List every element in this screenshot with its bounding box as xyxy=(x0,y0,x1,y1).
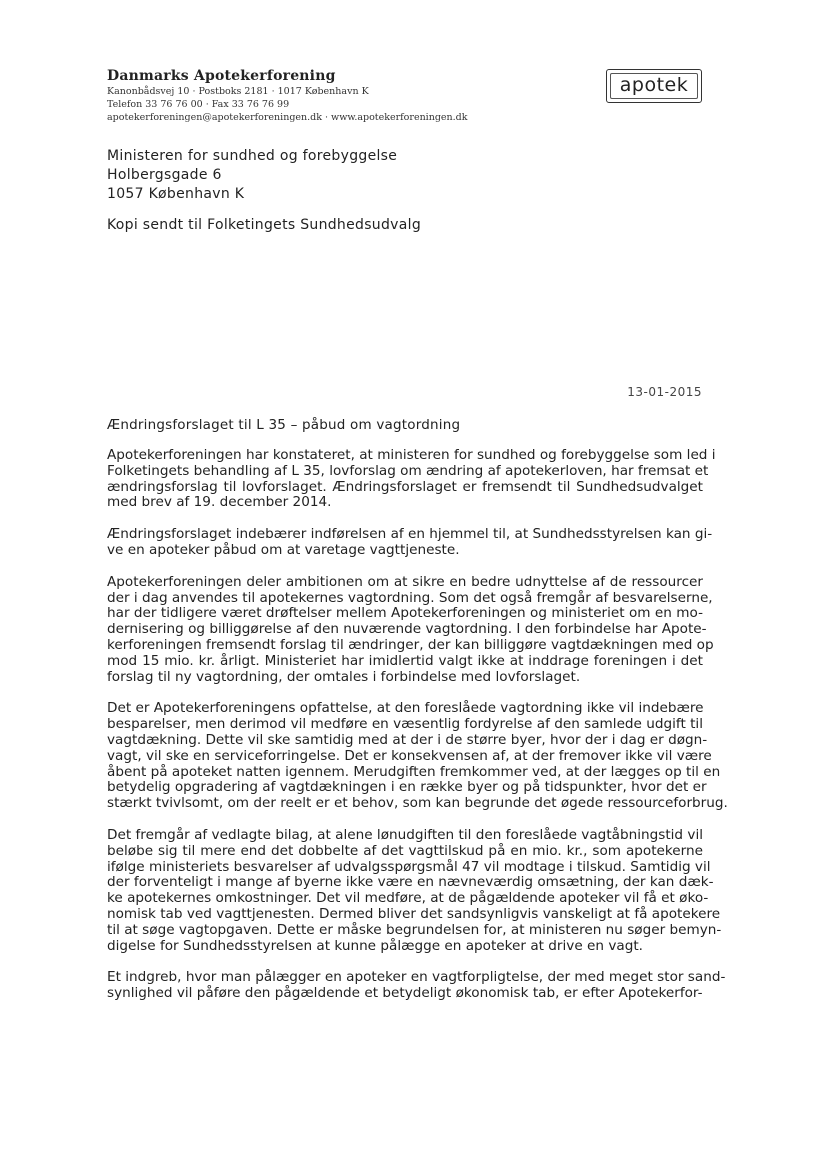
letter-body xyxy=(107,447,728,1018)
paragraph-line: ifølge ministeriets besvarelser af udvalgsspørgsmål 47 vil modtage i tilskud. Samtidig vil xyxy=(107,858,711,875)
paragraph-line: ve en apoteker påbud om at varetage vagttjeneste. xyxy=(107,541,460,558)
paragraph-line: vagtdækning. Dette vil ske samtidig med at der i de større byer, hvor der i dag er døgn- xyxy=(107,731,708,748)
paragraph-line: ændringsforslag til lovforslaget. Ændringsforslaget er fremsendt til Sundhedsudvalget xyxy=(107,478,703,495)
recipient-street: Holbergsgade 6 xyxy=(107,167,222,183)
paragraph-line: Ændringsforslaget indebærer indførelsen af en hjemmel til, at Sundhedsstyrelsen kan gi- xyxy=(107,526,713,543)
paragraph-line: beløbe sig til mere end det dobbelte af det vagttilskud på en mio. kr., som apotekerne xyxy=(107,842,703,859)
body-paragraph xyxy=(107,700,728,812)
paragraph-line: ke apotekernes omkostninger. Det vil medføre, at de pågældende apoteker vil få et øko- xyxy=(107,890,709,907)
body-paragraph xyxy=(107,969,726,1002)
recipient-name: Ministeren for sundhed og forebyggelse xyxy=(107,148,398,164)
paragraph-line: Apotekerforeningen deler ambitionen om at sikre en bedre udnyttelse af de ressourcer xyxy=(107,573,703,590)
organization-name: Danmarks Apotekerforening xyxy=(107,68,336,84)
organization-address: Kanonbådsvej 10 · Postboks 2181 · 1017 København K xyxy=(107,86,369,97)
paragraph-line: digelse for Sundhedsstyrelsen at kunne pålægge en apoteker at drive en vagt. xyxy=(107,937,643,954)
paragraph-line: betydelig opgradering af vagtdækningen i en række byer og på tidspunkter, hvor det er xyxy=(107,779,707,796)
recipient-address xyxy=(107,147,397,204)
body-paragraph xyxy=(107,826,722,954)
logo-text: apotek xyxy=(619,74,689,96)
paragraph-line: åbent på apoteket natten igennem. Merudgiften fremkommer ved, at der lægges op til en xyxy=(107,763,721,780)
paragraph-line: Apotekerforeningen har konstateret, at ministeren for sundhed og forebyggelse som led i xyxy=(107,447,716,463)
paragraph-line: til at søge vagtopgaven. Dette er måske begrundelsen for, at ministeren nu søger bemyn- xyxy=(107,921,722,938)
paragraph-line: Det fremgår af vedlagte bilag, at alene lønudgiften til den foreslåede vagtåbningstid vil xyxy=(107,826,703,843)
paragraph-line: kerforeningen fremsendt forslag til ændringer, der kan billiggøre vagtdækningen med op xyxy=(107,636,714,653)
organization-phone: Telefon 33 76 76 00 · Fax 33 76 76 99 xyxy=(107,99,290,110)
paragraph-line: besparelser, men derimod vil medføre en væsentlig fordyrelse af den samlede udgift til xyxy=(107,716,703,733)
paragraph-line: vagt, vil ske en serviceforringelse. Det er konsekvensen af, at der fremover ikke vil være xyxy=(107,747,712,764)
paragraph-line: Det er Apotekerforeningens opfattelse, at den foreslåede vagtordning ikke vil indebære xyxy=(107,700,704,717)
paragraph-line: med brev af 19. december 2014. xyxy=(107,494,332,511)
letterhead xyxy=(107,68,567,124)
paragraph-line: synlighed vil påføre den pågældende et betydeligt økonomisk tab, er efter Apotekerfor- xyxy=(107,985,703,1002)
body-paragraph xyxy=(107,526,713,559)
letter-subject: Ændringsforslaget til L 35 – påbud om vagtordning xyxy=(107,417,461,433)
paragraph-line: nomisk tab ved vagttjenesten. Dermed bliver det sandsynligvis vanskeligt at få apotekere xyxy=(107,905,721,922)
paragraph-line: der i dag anvendes til apotekernes vagtordning. Som det også fremgår af besvarelserne, xyxy=(107,589,713,606)
body-paragraph xyxy=(107,573,714,686)
letter-date: 13-01-2015 xyxy=(627,385,702,399)
recipient-city: 1057 København K xyxy=(107,186,245,202)
paragraph-line: der forventeligt i mange af byerne ikke være en nævneværdig omsætning, der kan dæk- xyxy=(107,874,714,891)
organization-contact: apotekerforeningen@apotekerforeningen.dk · www.apotekerforeningen.dk xyxy=(107,112,468,123)
apotek-logo xyxy=(606,69,702,103)
paragraph-line: Et indgreb, hvor man pålægger en apoteker en vagtforpligtelse, der med meget stor sand- xyxy=(107,969,726,986)
paragraph-line: stærkt tvivlsomt, om der reelt er et behov, som kan begrunde det øgede ressourceforbrug. xyxy=(107,795,728,812)
paragraph-line: har der tidligere været drøftelser mellem Apotekerforeningen og ministeriet om en mo- xyxy=(107,605,703,622)
paragraph-line: Folketingets behandling af L 35, lovforslag om ændring af apotekerloven, har fremsat et xyxy=(107,462,709,479)
paragraph-line: mod 15 mio. kr. årligt. Ministeriet har imidlertid valgt ikke at inddrage foreningen i det xyxy=(107,652,703,669)
copy-recipient: Kopi sendt til Folketingets Sundhedsudvalg xyxy=(107,217,422,233)
paragraph-line: forslag til ny vagtordning, der omtales i forbindelse med lovforslaget. xyxy=(107,668,581,685)
body-paragraph xyxy=(107,447,716,511)
paragraph-line: dernisering og billiggørelse af den nuværende vagtordning. I den forbindelse har Apote- xyxy=(107,621,707,638)
